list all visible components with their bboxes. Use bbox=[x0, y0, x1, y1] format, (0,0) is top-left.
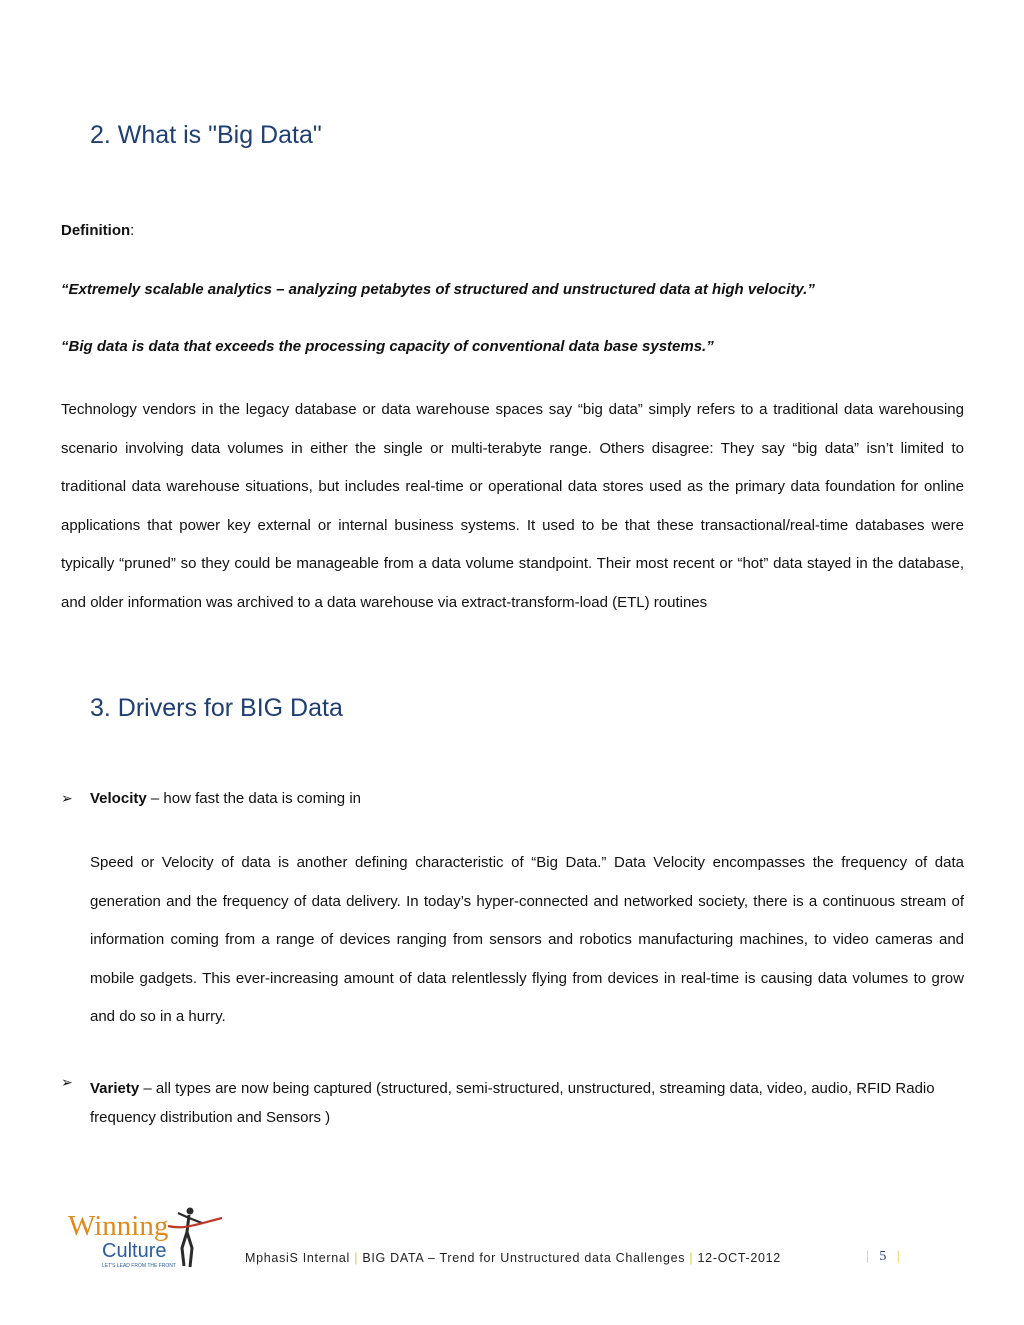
winning-culture-logo bbox=[66, 1204, 236, 1272]
footer-document-title: BIG DATA – Trend for Unstructured data Challenges bbox=[362, 1251, 686, 1265]
bullet-velocity-rest: – how fast the data is coming in bbox=[146, 790, 361, 807]
page-number-left-bar: | bbox=[866, 1249, 869, 1264]
definition-label: Definition bbox=[61, 222, 131, 239]
page-number: 5 bbox=[879, 1249, 887, 1264]
page-number-box bbox=[866, 1249, 900, 1265]
runner-figure-icon bbox=[178, 1208, 202, 1268]
definition-quote-2: “Big data is data that exceeds the processing capacity of conventional data base systems.” bbox=[61, 338, 714, 355]
bullet-velocity-text bbox=[90, 790, 361, 807]
velocity-detail-paragraph: Speed or Velocity of data is another defining characteristic of “Big Data.” Data Velocity encompasses the frequency of data generation and the frequency of data delivery. In today’s hyper-connected and networked society, there is a continuous stream of information coming from a range of devices ranging from sensors and robotics manufacturing machines, to video cameras and mobile gadgets. This ever-increasing amount of data relentlessly flying from devices in real-time is causing data volumes to grow and do so in a hurry. bbox=[90, 854, 964, 1025]
arrowhead-bullet-icon: ➢ bbox=[61, 790, 73, 806]
section-2-heading: 2. What is "Big Data" bbox=[90, 121, 322, 149]
footer-separator: | bbox=[689, 1251, 694, 1265]
footer-separator: | bbox=[354, 1251, 359, 1265]
bullet-velocity-term: Velocity bbox=[90, 790, 147, 807]
bullet-velocity bbox=[61, 790, 361, 807]
definition-label-line bbox=[61, 222, 134, 239]
page-number-right-bar: | bbox=[896, 1249, 900, 1264]
footer-text bbox=[245, 1251, 781, 1265]
bullet-variety-rest: – all types are now being captured (structured, semi-structured, unstructured, streaming data, video, audio, RFID Radio frequency distribution and Sensors ) bbox=[90, 1080, 935, 1126]
bullet-variety-text bbox=[90, 1074, 970, 1132]
logo-word-culture: Culture bbox=[102, 1240, 167, 1262]
definition-quote-1: “Extremely scalable analytics – analyzing petabytes of structured and unstructured data at high velocity.” bbox=[61, 281, 815, 298]
arrowhead-bullet-icon: ➢ bbox=[61, 1074, 73, 1090]
footer-date: 12-OCT-2012 bbox=[697, 1251, 781, 1265]
bullet-variety bbox=[61, 1074, 970, 1132]
footer-internal-label: MphasiS Internal bbox=[245, 1251, 350, 1265]
bullet-variety-term: Variety bbox=[90, 1080, 140, 1097]
section-3-heading: 3. Drivers for BIG Data bbox=[90, 694, 343, 722]
logo-graphic bbox=[66, 1204, 236, 1272]
definition-colon: : bbox=[130, 222, 135, 239]
logo-tagline: LET'S LEAD FROM THE FRONT bbox=[102, 1263, 176, 1269]
logo-word-winning: Winning bbox=[68, 1210, 169, 1242]
big-data-paragraph: Technology vendors in the legacy database or data warehouse spaces say “big data” simply refers to a traditional data warehousing scenario involving data volumes in either the single or multi-terabyte range. Others disagree: They say “big data” isn’t limited to traditional data warehouse situations, but includes real-time or operational data stores used as the primary data foundation for online applications that power key external or internal business systems. It used to be that these transactional/real-time databases were typically “pruned” so they could be manageable from a data volume standpoint. Their most recent or “hot” data stayed in the database, and older information was archived to a data warehouse via extract-transform-load (ETL) routines bbox=[61, 401, 964, 611]
